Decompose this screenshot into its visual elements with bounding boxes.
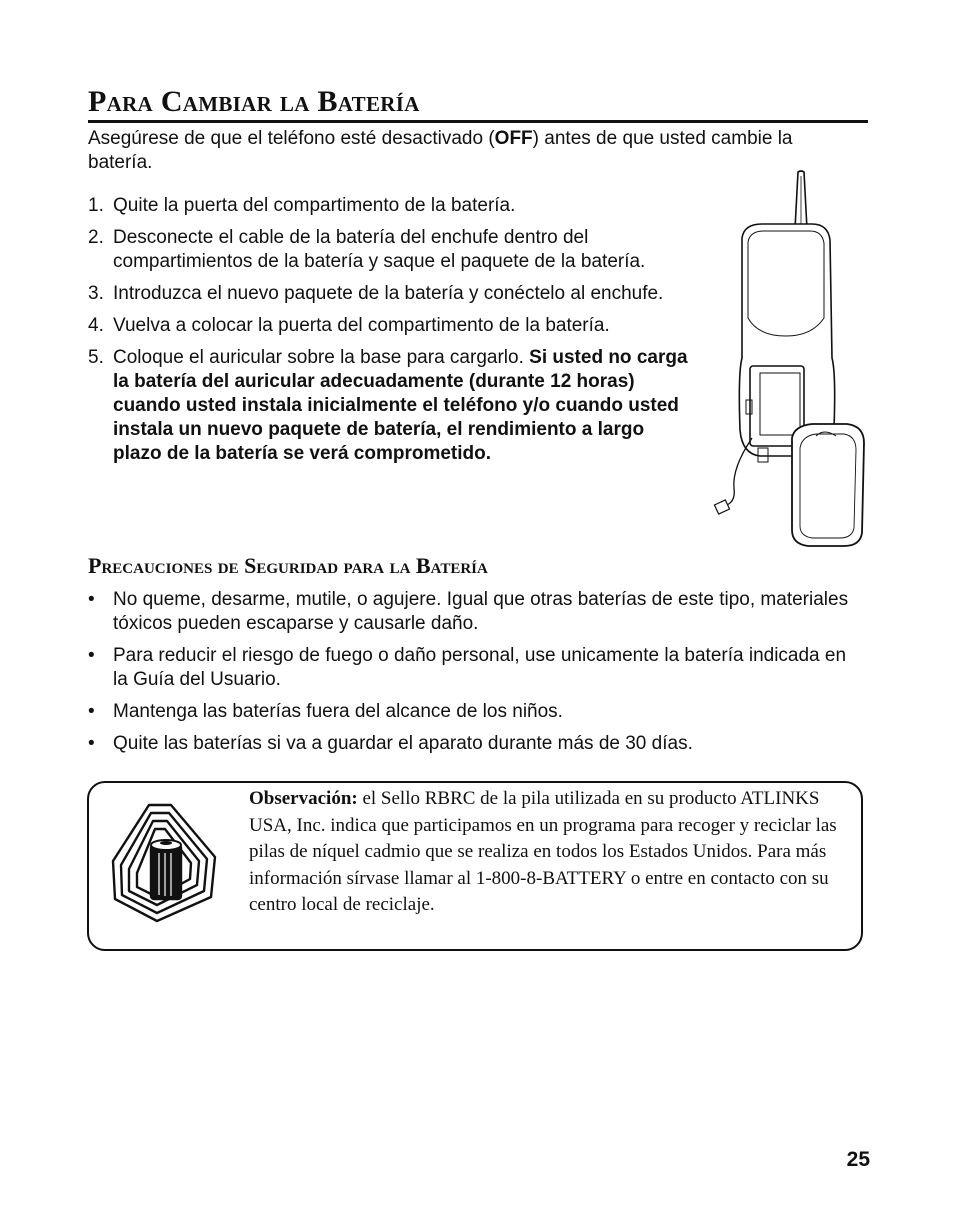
bullet-text: No queme, desarme, mutile, o agujere. Igual que otras baterías de este tipo, materiales tóxicos pueden escaparse y causarle daño. [113, 589, 849, 634]
rbrc-recycle-battery-icon [107, 801, 217, 926]
bullet-icon: • [88, 589, 95, 610]
bullet-icon: • [88, 733, 95, 754]
intro-text-after: ) antes de que usted cambie la batería. [88, 128, 793, 173]
step-number: 1. [88, 195, 104, 216]
intro-paragraph [88, 127, 808, 175]
cordless-handset-battery-illustration [712, 168, 872, 553]
bullet-text: Quite las baterías si va a guardar el aparato durante más de 30 días. [113, 733, 693, 754]
list-item [88, 314, 688, 338]
step-number: 5. [88, 347, 104, 368]
step-text [113, 346, 688, 466]
step-number: 3. [88, 283, 104, 304]
list-item [88, 194, 688, 218]
safety-list [88, 588, 858, 764]
list-item [88, 644, 858, 692]
off-label: OFF [494, 128, 533, 149]
bullet-icon: • [88, 701, 95, 722]
list-item [88, 282, 688, 306]
step-text: Quite la puerta del compartimento de la batería. [113, 195, 516, 216]
page-number: 25 [846, 1148, 870, 1171]
note-label: Observación: [249, 788, 358, 809]
bullet-text: Mantenga las baterías fuera del alcance de los niños. [113, 701, 563, 722]
steps-list [88, 194, 688, 474]
list-item [88, 732, 858, 756]
intro-text-before: Asegúrese de que el teléfono esté desactivado ( [88, 128, 495, 149]
list-item [88, 346, 688, 466]
recycling-note-text [249, 786, 849, 919]
step-text: Vuelva a colocar la puerta del compartimento de la batería. [113, 315, 610, 336]
recycling-note-box [87, 781, 863, 951]
step-text-plain: Coloque el auricular sobre la base para cargarlo. [113, 347, 530, 368]
list-item [88, 700, 858, 724]
page-title: Para Cambiar la Batería [88, 84, 868, 123]
note-body: el Sello RBRC de la pila utilizada en su producto ATLINKS USA, Inc. indica que participamos en un programa para recoger y reciclar las pilas de níquel cadmio que se realiza en todos los Estados Unidos. Para más información sírvase llamar al 1-800-8-BATTERY o entre en contacto con su centro local de reciclaje. [249, 788, 837, 915]
step-number: 4. [88, 315, 104, 336]
list-item [88, 226, 688, 274]
list-item [88, 588, 858, 636]
bullet-text: Para reducir el riesgo de fuego o daño personal, use unicamente la batería indicada en la Guía del Usuario. [113, 645, 847, 690]
step-warning-text: Si usted no carga la batería del auricular adecuadamente (durante 12 horas) cuando usted instala inicialmente el teléfono y/o cuando usted instala un nuevo paquete de batería, el rendimiento a largo plazo de la batería se verá comprometido. [113, 347, 688, 464]
safety-heading: Precauciones de Seguridad para la Batería [88, 553, 488, 578]
bullet-icon: • [88, 645, 95, 666]
step-text: Desconecte el cable de la batería del enchufe dentro del compartimientos de la batería y saque el paquete de la batería. [113, 227, 646, 272]
step-text: Introduzca el nuevo paquete de la batería y conéctelo al enchufe. [113, 283, 664, 304]
step-number: 2. [88, 227, 104, 248]
